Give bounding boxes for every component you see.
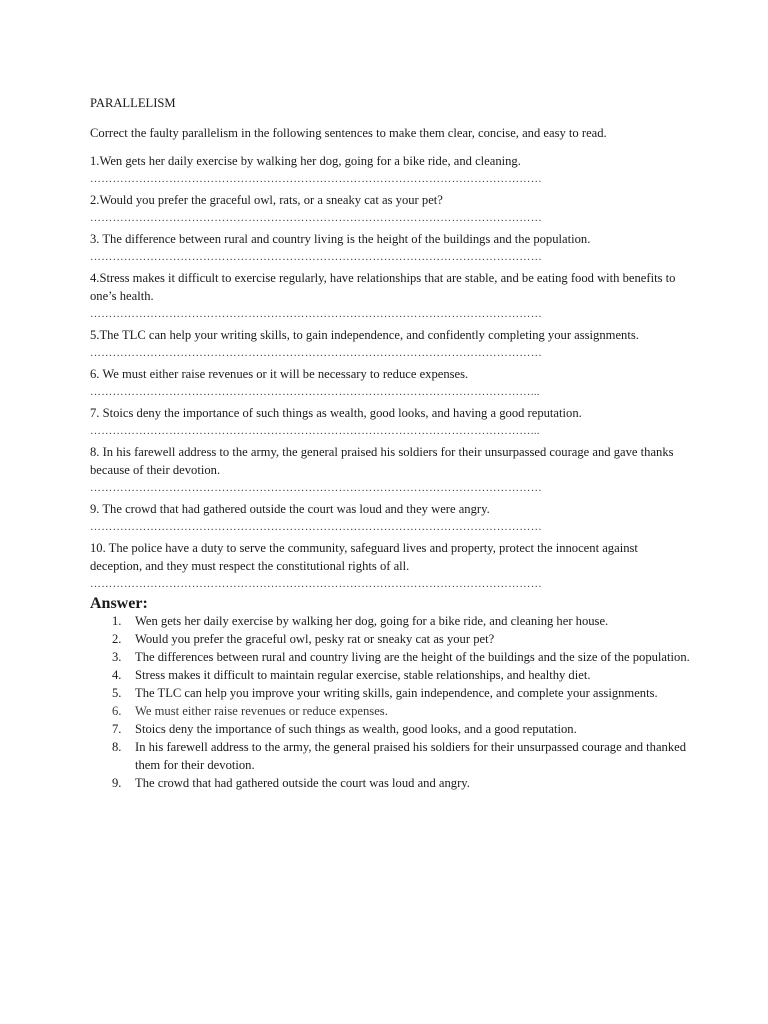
answer-number: 7. <box>112 722 122 736</box>
answer-line: ………………………………………………………………………………………………………... <box>90 426 540 436</box>
answer-line: ………………………………………………………………………………………………………… <box>90 213 542 223</box>
answer-item <box>90 649 690 667</box>
answer-line: ………………………………………………………………………………………………………… <box>90 309 542 319</box>
question-item <box>90 191 690 223</box>
answer-line: ………………………………………………………………………………………………………… <box>90 522 542 532</box>
question-text: 4.Stress makes it difficult to exercise regularly, have relationships that are stable, and be eating food with benefits to one’s health. <box>90 271 676 303</box>
answer-number: 3. <box>112 650 122 664</box>
question-item <box>90 404 690 436</box>
question-item <box>90 230 690 262</box>
answer-item <box>90 613 690 631</box>
answer-line: ………………………………………………………………………………………………………… <box>90 348 542 358</box>
answer-item <box>90 631 690 649</box>
answer-item <box>90 721 690 739</box>
answer-item <box>90 685 690 703</box>
question-text: 9. The crowd that had gathered outside the court was loud and they were angry. <box>90 502 490 516</box>
answer-item <box>90 667 690 685</box>
answer-number: 2. <box>112 632 122 646</box>
answer-line: ………………………………………………………………………………………………………… <box>90 483 542 493</box>
document-page <box>90 94 690 793</box>
instructions: Correct the faulty parallelism in the following sentences to make them clear, concise, and easy to read. <box>90 126 607 140</box>
answer-number: 9. <box>112 775 122 790</box>
question-text: 6. We must either raise revenues or it will be necessary to reduce expenses. <box>90 367 469 381</box>
question-item <box>90 443 690 493</box>
answer-number: 1. <box>112 614 122 628</box>
answer-number: 5. <box>112 686 122 700</box>
question-item <box>90 269 690 319</box>
question-text: 5.The TLC can help your writing skills, to gain independence, and confidently completing your assignments. <box>90 328 639 342</box>
answer-number: 4. <box>112 668 122 682</box>
question-item <box>90 500 690 532</box>
answer-item <box>90 739 690 774</box>
question-item <box>90 365 690 397</box>
answer-heading: Answer: <box>90 595 148 612</box>
answer-line: ………………………………………………………………………………………………………… <box>90 579 542 589</box>
answer-line: ………………………………………………………………………………………………………... <box>90 387 540 397</box>
answer-list <box>90 613 690 792</box>
document-title: PARALLELISM <box>90 96 176 110</box>
answer-number: 6. <box>112 704 122 718</box>
answer-text: The differences between rural and country living are the height of the buildings and the size of the population. <box>135 650 690 664</box>
answer-text: Stoics deny the importance of such things as wealth, good looks, and a good reputation. <box>135 722 577 736</box>
answer-text: Stress makes it difficult to maintain regular exercise, stable relationships, and healthy diet. <box>135 668 591 682</box>
question-item <box>90 152 690 184</box>
answer-text: In his farewell address to the army, the general praised his soldiers for their unsurpassed courage and thanked them for their devotion. <box>135 740 687 772</box>
question-list <box>90 152 690 589</box>
question-text: 1.Wen gets her daily exercise by walking her dog, going for a bike ride, and cleaning. <box>90 154 521 168</box>
answer-text: Wen gets her daily exercise by walking her dog, going for a bike ride, and cleaning her house. <box>135 614 609 628</box>
answer-number: 8. <box>112 740 122 754</box>
question-text: 8. In his farewell address to the army, the general praised his soldiers for their unsurpassed courage and gave thanks because of their devotion. <box>90 445 674 477</box>
answer-text: We must either raise revenues or reduce expenses. <box>135 704 388 718</box>
answer-item <box>90 775 690 793</box>
answer-text: Would you prefer the graceful owl, pesky rat or sneaky cat as your pet? <box>135 632 495 646</box>
answer-line: ………………………………………………………………………………………………………… <box>90 252 542 262</box>
question-text: 10. The police have a duty to serve the community, safeguard lives and property, protect the innocent against deception, and they must respect the constitutional rights of all. <box>90 541 638 573</box>
answer-text: The TLC can help you improve your writing skills, gain independence, and complete your assignments. <box>135 686 658 700</box>
question-text: 7. Stoics deny the importance of such things as wealth, good looks, and having a good reputation. <box>90 406 582 420</box>
answer-text: The crowd that had gathered outside the court was loud and angry. <box>135 775 470 790</box>
question-text: 3. The difference between rural and country living is the height of the buildings and the population. <box>90 232 591 246</box>
answer-line: ………………………………………………………………………………………………………… <box>90 174 542 184</box>
question-text: 2.Would you prefer the graceful owl, rats, or a sneaky cat as your pet? <box>90 193 443 207</box>
answer-item <box>90 703 690 721</box>
question-item <box>90 539 690 589</box>
question-item <box>90 326 690 358</box>
